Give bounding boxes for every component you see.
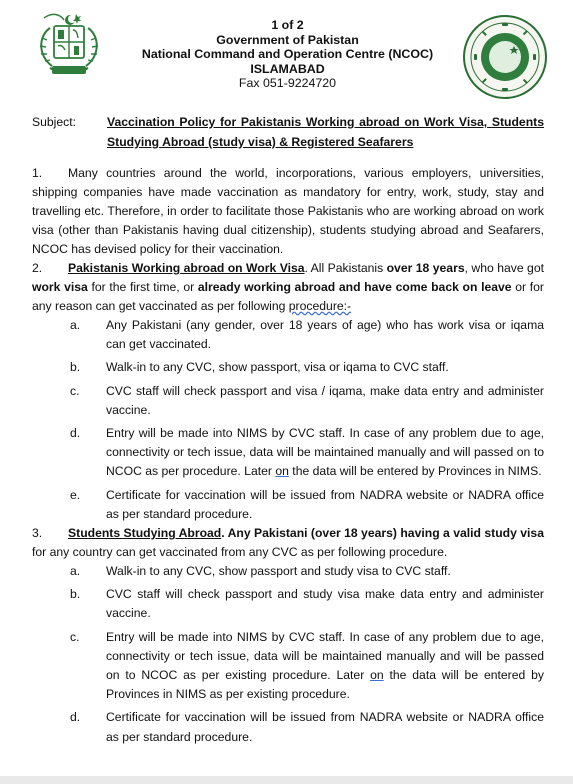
paragraph-3 — [32, 524, 544, 562]
list-item-text-end: the data will be entered by Provinces in NIMS. — [288, 464, 542, 479]
paragraph-2-bold-2: work visa — [32, 280, 88, 294]
list-item-underlined-word: on — [370, 668, 384, 683]
list-item-text: CVC staff will check passport and study visa make data entry and administer vaccine. — [106, 587, 544, 621]
p2-item-d — [32, 424, 544, 482]
list-letter: c. — [70, 383, 80, 398]
list-letter: d. — [70, 426, 81, 441]
list-item-text: Certificate for vaccination will be issued from NADRA website or NADRA office as per standard procedure. — [106, 487, 544, 521]
paragraph-2-text-4: or for any reason can get vaccinated as per following — [32, 280, 544, 313]
ncoc-seal-icon — [462, 14, 548, 100]
list-item-text: Entry will be made into NIMS by CVC staff. In case of any problem due to age, connectivity or tech issue, data will be maintained manually and will passed on to NCOC as per procedure. Later — [106, 426, 544, 479]
list-item-text: Certificate for vaccination will be issued from NADRA website or NADRA office as per standard procedure. — [106, 710, 544, 744]
p2-item-a — [32, 316, 544, 354]
list-item-text: CVC staff will check passport and visa / iqama, make data entry and administer vaccine. — [106, 383, 544, 417]
paragraph-2-heading: Pakistanis Working abroad on Work Visa — [68, 261, 305, 275]
paragraph-2-text-3: for the first time, or — [87, 280, 198, 294]
state-emblem-icon — [30, 8, 108, 80]
paragraph-2-number: 2. — [32, 261, 43, 275]
paragraph-2 — [32, 259, 544, 316]
list-letter: d. — [70, 710, 81, 725]
paragraph-3-heading: Students Studying Abroad — [68, 526, 222, 541]
list-letter: a. — [70, 564, 81, 579]
p3-item-d — [32, 708, 544, 746]
fax-number: Fax 051-9224720 — [238, 76, 337, 91]
city-name: ISLAMABAD — [250, 61, 325, 76]
subject-line — [32, 112, 544, 152]
paragraph-2-text-1: . All Pakistanis — [304, 261, 387, 275]
paragraph-1 — [32, 164, 544, 259]
paragraph-2-bold-3: already working abroad and have come back on leave — [197, 280, 512, 294]
p3-item-c — [32, 628, 544, 705]
paragraph-2-text-2: , who have got — [464, 261, 544, 275]
list-item-text: Any Pakistani (any gender, over 18 years of age) who has work visa or iqama can get vaccinated. — [106, 318, 544, 352]
p3-item-a — [32, 562, 544, 581]
organization-name: National Command and Operation Centre (NCOC) — [141, 47, 434, 62]
paragraph-2-bold-1: over 18 years — [386, 261, 465, 275]
list-letter: a. — [70, 318, 81, 332]
list-letter: b. — [70, 360, 81, 375]
list-letter: c. — [70, 629, 80, 644]
subject-text: Vaccination Policy for Pakistanis Working abroad on Work Visa, Students Studying Abroad (study visa) & Registered Seafarers — [107, 115, 544, 149]
list-letter: e. — [70, 487, 81, 502]
letter-body — [32, 112, 544, 747]
p2-item-c — [32, 382, 544, 420]
paragraph-1-number: 1. — [32, 166, 43, 180]
paragraph-3-bold-1: . Any Pakistani (over 18 years) having a valid study visa — [221, 526, 544, 541]
paragraph-2-procedure-word: procedure:- — [288, 299, 352, 313]
paragraph-3-text-1: for any country can get vaccinated from any CVC as per following procedure. — [32, 545, 448, 560]
list-item-underlined-word: on — [275, 464, 289, 479]
subject-label: Subject: — [32, 115, 77, 129]
paragraph-3-number: 3. — [32, 526, 43, 541]
letterhead-text — [140, 18, 435, 91]
p2-item-b — [32, 358, 544, 377]
p2-item-e — [32, 486, 544, 524]
paragraph-1-text: Many countries around the world, incorporations, various employers, universities, shipping companies have made vaccination as mandatory for entry, work, study, stay and travelling etc. Therefore, in order to facilitate those Pakistanis who are working abroad on work visa (other than Pakistanis having dual citizenship), students studying abroad and Seafarers, NCOC has devised policy for their vaccination. — [32, 166, 544, 256]
list-letter: b. — [70, 587, 81, 602]
p3-item-b — [32, 585, 544, 623]
list-item-text: Walk-in to any CVC, show passport and study visa to CVC staff. — [106, 564, 451, 579]
government-name: Government of Pakistan — [216, 32, 359, 47]
list-item-text: Entry will be made into NIMS by CVC staff. In case of any problem due to age, connectivity or tech issue, data will be maintained manually and will be passed on to NCOC as per existing procedure. Later — [106, 629, 544, 683]
list-item-text-end: the data will be entered by Provinces in NIMS as per existing procedure. — [106, 668, 544, 702]
page-bottom-edge — [0, 776, 573, 784]
page-count: 1 of 2 — [271, 18, 304, 32]
list-item-text: Walk-in to any CVC, show passport, visa or iqama to CVC staff. — [106, 360, 449, 375]
letterhead — [0, 0, 573, 110]
